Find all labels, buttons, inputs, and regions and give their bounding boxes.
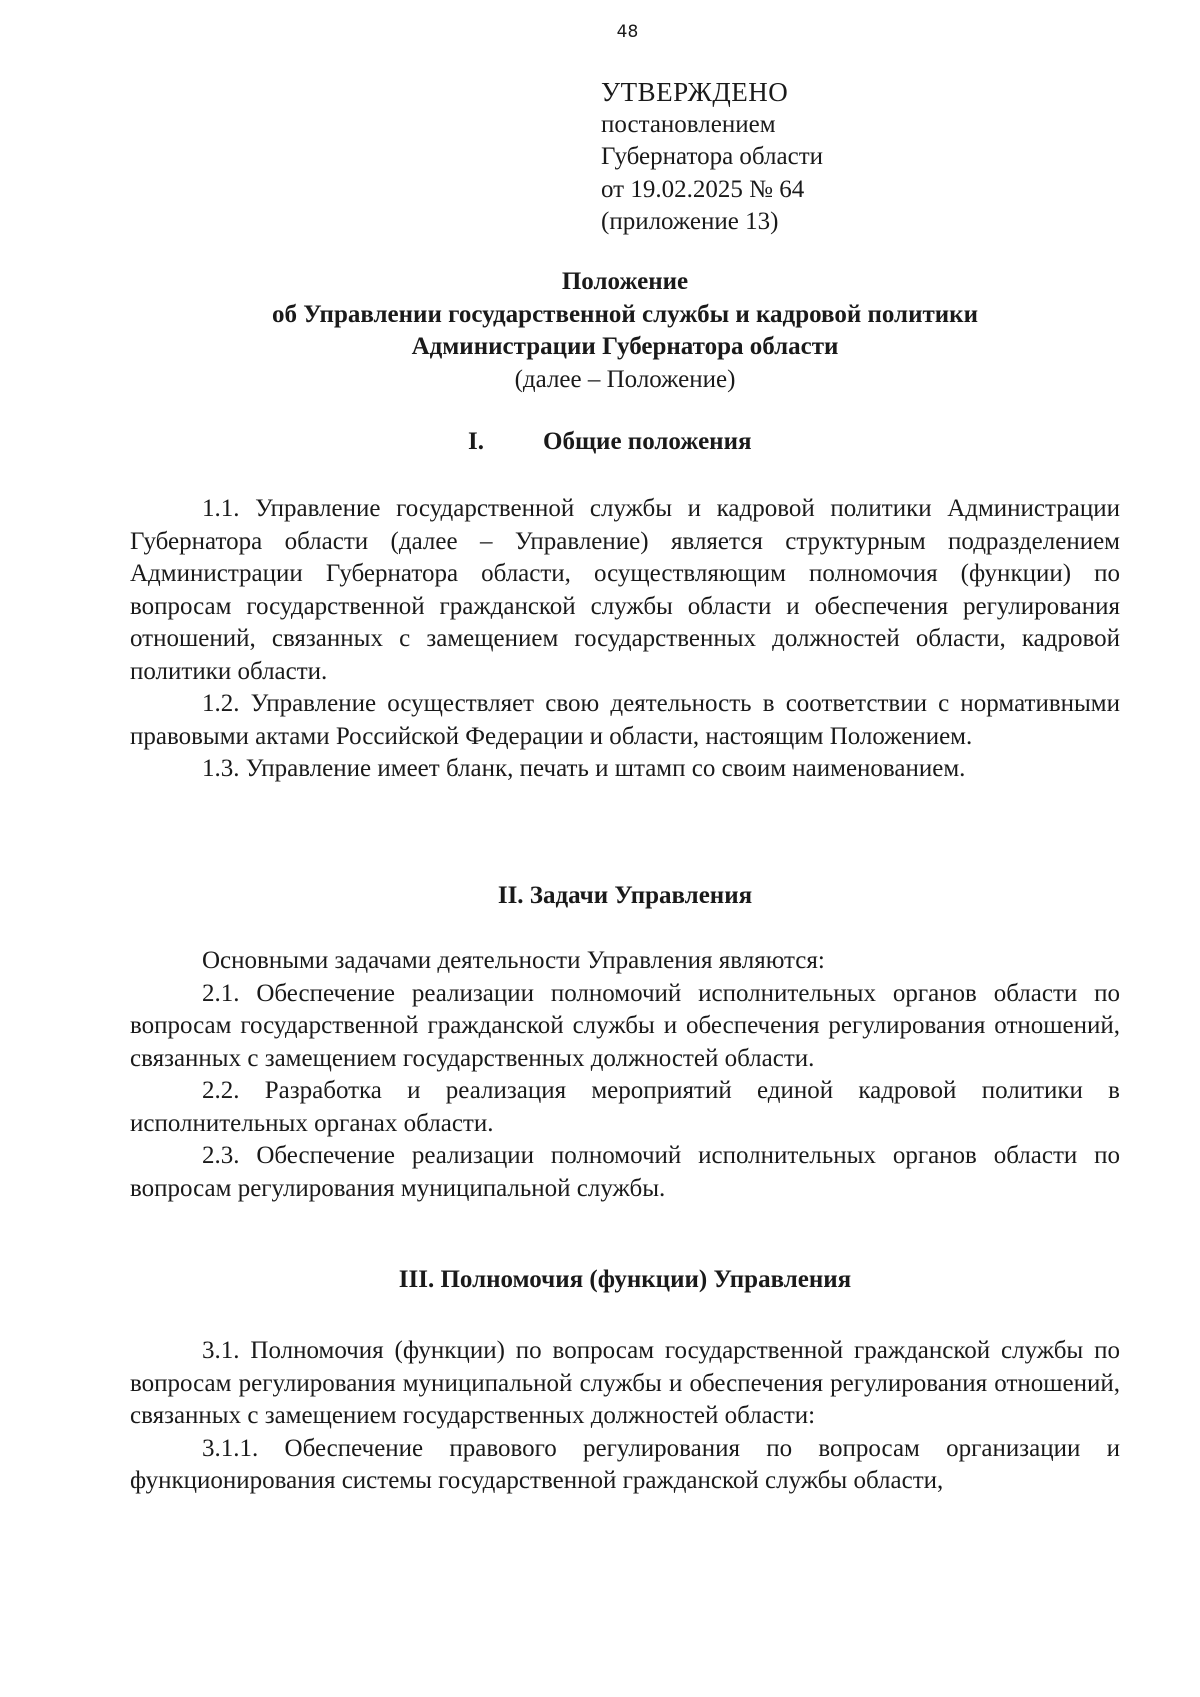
- document-title-line: Положение: [561, 268, 689, 295]
- document-title-note: (далее – Положение): [514, 365, 736, 393]
- approval-line: от 19.02.2025 № 64: [601, 175, 805, 203]
- section-heading-2: II. Задачи Управления: [497, 882, 753, 909]
- paragraph: 2.2. Разработка и реализация мероприятий единой кадровой политики в исполнительных органах области.: [130, 1077, 1120, 1137]
- paragraph: 1.2. Управление осуществляет свою деятельность в соответствии с нормативными правовыми актами Российской Федерации и области, настоящим Положением.: [130, 690, 1120, 750]
- section-title: Общие положения: [543, 428, 752, 455]
- section-3-body: [130, 1335, 1120, 1498]
- paragraph: 1.1. Управление государственной службы и кадровой политики Администрации Губернатора области (далее – Управление) является структурным подразделением Администрации Губернатора области, осуществляющим полномочия (функции) по вопросам государственной гражданской службы области и обеспечения регулирования отношений, связанных с замещением государственных должностей области, кадровой политики области.: [130, 495, 1120, 685]
- paragraph: Основными задачами деятельности Управления являются:: [202, 947, 825, 974]
- paragraph: 2.3. Обеспечение реализации полномочий исполнительных органов области по вопросам регулирования муниципальной службы.: [130, 1142, 1120, 1202]
- approval-title: УТВЕРЖДЕНО: [601, 77, 789, 107]
- approval-line: (приложение 13): [601, 208, 779, 235]
- paragraph: 3.1. Полномочия (функции) по вопросам государственной гражданской службы по вопросам регулирования муниципальной службы и обеспечения регулирования отношений, связанных с замещением государственных должностей области:: [130, 1337, 1120, 1429]
- section-number: I.: [468, 428, 484, 455]
- section-1-body: [130, 493, 1120, 786]
- document-title: [130, 266, 1120, 396]
- paragraph: 3.1.1. Обеспечение правового регулирования по вопросам организации и функционирования системы государственной гражданской службы области,: [130, 1434, 1120, 1494]
- section-heading-3: III. Полномочия (функции) Управления: [398, 1266, 852, 1293]
- approval-line: постановлением: [601, 110, 776, 138]
- document-title-line: Администрации Губернатора области: [411, 333, 839, 360]
- paragraph: 1.3. Управление имеет бланк, печать и штамп со своим наименованием.: [202, 755, 966, 782]
- section-2-body: [130, 945, 1120, 1205]
- approval-line: Губернатора области: [601, 143, 823, 170]
- approval-stamp-block: [601, 76, 823, 239]
- page-number: 48: [616, 22, 639, 42]
- document-title-line: об Управлении государственной службы и кадровой политики: [272, 300, 978, 328]
- paragraph: 2.1. Обеспечение реализации полномочий исполнительных органов области по вопросам государственной гражданской службы и обеспечения регулирования отношений, связанных с замещением государственных должностей области.: [130, 979, 1120, 1072]
